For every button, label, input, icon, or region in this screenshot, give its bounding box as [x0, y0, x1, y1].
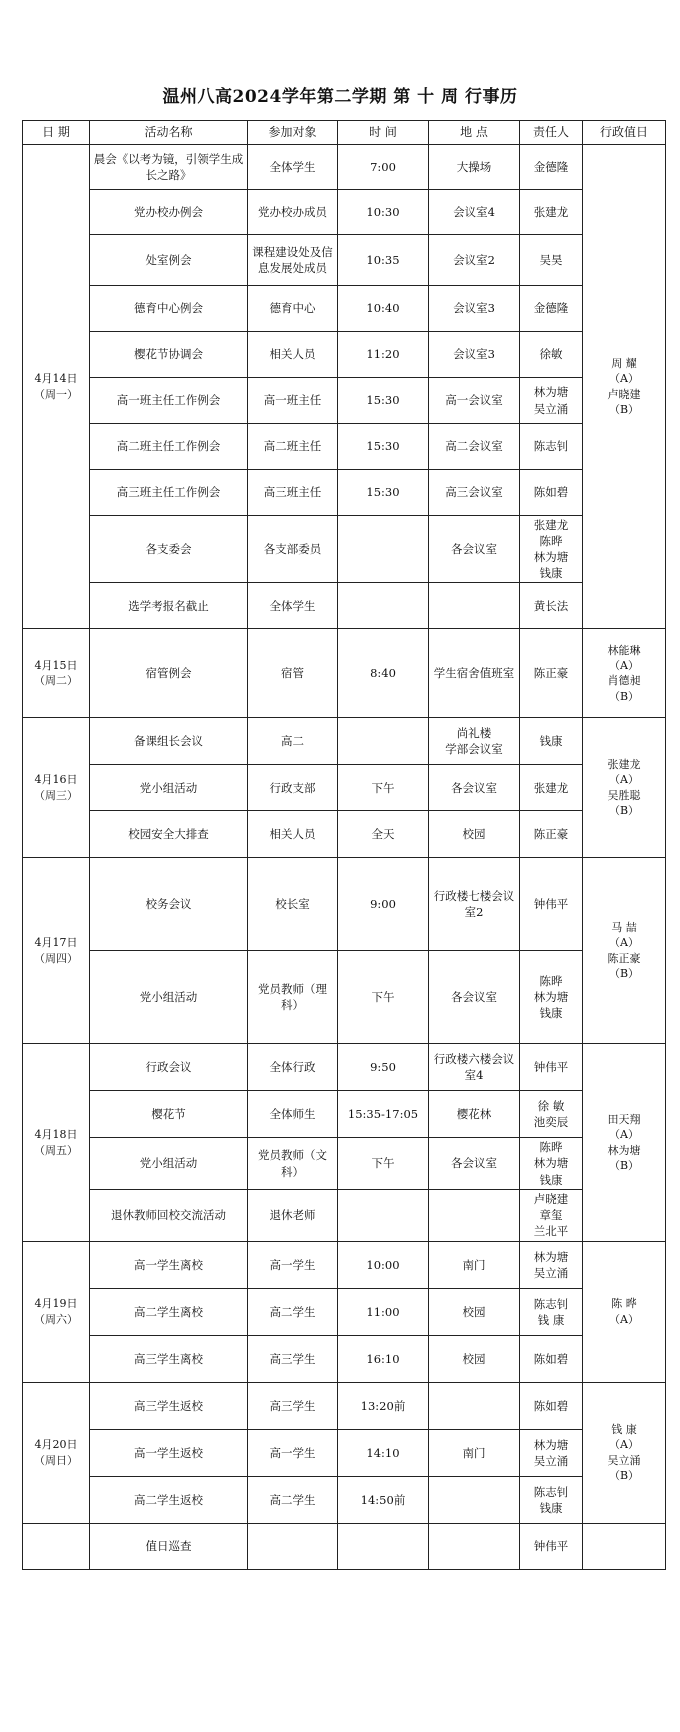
table-row [23, 858, 666, 951]
table-row [23, 765, 666, 811]
owner-cell: 陈晔 林为塘 钱康 [520, 951, 583, 1044]
duty-cell [583, 718, 666, 858]
time-cell: 14:10 [338, 1429, 429, 1476]
date-cell-empty [23, 1523, 90, 1569]
activity-cell: 校务会议 [90, 858, 248, 951]
duty-cell [583, 858, 666, 1044]
place-cell: 高三会议室 [429, 470, 520, 516]
date-cell [23, 858, 90, 1044]
date-label: 4月18日 [34, 1128, 78, 1142]
duty-line: （A） [609, 1128, 639, 1142]
activity-cell: 晨会《以考为镜，引领学生成长之路》 [90, 145, 248, 190]
time-cell: 15:30 [338, 470, 429, 516]
time-cell [338, 1189, 429, 1241]
owner-cell: 陈正豪 [520, 629, 583, 718]
duty-line: 陈正豪 [607, 951, 641, 965]
duty-cell [583, 1044, 666, 1241]
activity-cell: 高二学生离校 [90, 1288, 248, 1335]
owner-cell: 张建龙 [520, 765, 583, 811]
place-cell: 会议室4 [429, 190, 520, 235]
date-label: 4月20日 [34, 1438, 78, 1452]
table-row [23, 1044, 666, 1091]
table-row [23, 1189, 666, 1241]
date-label: 4月15日 [34, 658, 78, 672]
place-cell: 学生宿舍值班室 [429, 629, 520, 718]
duty-cell [583, 1523, 666, 1569]
date-label: 4月17日 [34, 936, 78, 950]
activity-cell: 高三班主任工作例会 [90, 470, 248, 516]
place-cell [429, 583, 520, 629]
place-cell: 各会议室 [429, 516, 520, 583]
table-row [23, 718, 666, 765]
participants-cell: 全体学生 [248, 145, 338, 190]
activity-cell: 行政会议 [90, 1044, 248, 1091]
owner-cell: 吴昊 [520, 235, 583, 286]
table-row [23, 1335, 666, 1382]
table-row [23, 1138, 666, 1189]
header-activity: 活动名称 [90, 121, 248, 145]
table-row [23, 629, 666, 718]
duty-line: 陈 晔 [611, 1297, 637, 1311]
time-cell: 16:10 [338, 1335, 429, 1382]
activity-cell: 樱花节协调会 [90, 332, 248, 378]
participants-cell: 高二 [248, 718, 338, 765]
place-cell: 高一会议室 [429, 378, 520, 424]
place-cell: 行政楼七楼会议室2 [429, 858, 520, 951]
owner-cell: 林为塘 吴立涌 [520, 1429, 583, 1476]
table-row-footer [23, 1523, 666, 1569]
activity-cell: 党小组活动 [90, 765, 248, 811]
date-label: 4月14日 [34, 372, 78, 386]
table-row [23, 1091, 666, 1138]
date-cell [23, 629, 90, 718]
time-cell [338, 516, 429, 583]
participants-cell: 党办校办成员 [248, 190, 338, 235]
table-row [23, 1476, 666, 1523]
time-cell: 10:40 [338, 286, 429, 332]
duty-line: （B） [608, 967, 640, 981]
time-cell: 15:30 [338, 424, 429, 470]
owner-cell: 陈志钊 钱 康 [520, 1288, 583, 1335]
owner-cell: 陈如碧 [520, 1382, 583, 1429]
activity-cell: 党小组活动 [90, 951, 248, 1044]
table-row [23, 235, 666, 286]
duty-line: （A） [609, 1312, 639, 1326]
owner-cell: 陈正豪 [520, 811, 583, 858]
participants-cell: 高一班主任 [248, 378, 338, 424]
participants-cell: 相关人员 [248, 811, 338, 858]
date-cell [23, 1382, 90, 1523]
participants-cell: 相关人员 [248, 332, 338, 378]
owner-cell: 张建龙 陈晔 林为塘 钱康 [520, 516, 583, 583]
place-cell: 校园 [429, 1335, 520, 1382]
duty-line: 吴立涌 [607, 1453, 641, 1467]
table-header-row [23, 121, 666, 145]
participants-cell: 全体学生 [248, 583, 338, 629]
header-duty: 行政值日 [583, 121, 666, 145]
duty-line: （B） [608, 1469, 640, 1483]
weekday-label: （周日） [34, 1453, 78, 1467]
place-cell: 各会议室 [429, 951, 520, 1044]
owner-cell: 徐 敏 池奕辰 [520, 1091, 583, 1138]
header-participants: 参加对象 [248, 121, 338, 145]
activity-cell: 高一学生离校 [90, 1241, 248, 1288]
activity-cell: 党办校办例会 [90, 190, 248, 235]
participants-cell: 行政支部 [248, 765, 338, 811]
table-row [23, 516, 666, 583]
owner-cell: 钟伟平 [520, 1523, 583, 1569]
activity-cell: 党小组活动 [90, 1138, 248, 1189]
time-cell: 7:00 [338, 145, 429, 190]
owner-cell: 徐敏 [520, 332, 583, 378]
activity-cell: 樱花节 [90, 1091, 248, 1138]
table-row [23, 470, 666, 516]
activity-cell: 校园安全大排查 [90, 811, 248, 858]
weekday-label: （周六） [34, 1312, 78, 1326]
participants-cell: 退休老师 [248, 1189, 338, 1241]
table-row [23, 1429, 666, 1476]
table-row [23, 951, 666, 1044]
duty-line: （A） [609, 773, 639, 787]
participants-cell: 高三学生 [248, 1335, 338, 1382]
duty-line: （B） [608, 1158, 640, 1172]
place-cell: 南门 [429, 1241, 520, 1288]
table-row [23, 1241, 666, 1288]
owner-cell: 林为塘 吴立涌 [520, 1241, 583, 1288]
header-time: 时 间 [338, 121, 429, 145]
activity-cell: 选学考报名截止 [90, 583, 248, 629]
owner-cell: 陈志钊 [520, 424, 583, 470]
weekday-label: （周一） [34, 387, 78, 401]
date-cell [23, 718, 90, 858]
owner-cell: 钟伟平 [520, 1044, 583, 1091]
duty-line: 林为塘 [607, 1143, 641, 1157]
time-cell [338, 718, 429, 765]
weekday-label: （周五） [34, 1143, 78, 1157]
activity-cell: 高一班主任工作例会 [90, 378, 248, 424]
owner-cell: 陈志钊 钱康 [520, 1476, 583, 1523]
time-cell: 下午 [338, 765, 429, 811]
page-title: 温州八高2024学年第二学期 第 十 周 行事历 [162, 87, 518, 107]
table-row [23, 1288, 666, 1335]
activity-cell: 宿管例会 [90, 629, 248, 718]
participants-cell: 高一学生 [248, 1429, 338, 1476]
time-cell: 15:30 [338, 378, 429, 424]
activity-cell: 德育中心例会 [90, 286, 248, 332]
duty-line: 张建龙 [607, 758, 641, 772]
owner-cell: 陈如碧 [520, 1335, 583, 1382]
activity-cell: 高二学生返校 [90, 1476, 248, 1523]
duty-line: 林能琳 [607, 643, 641, 657]
owner-cell: 卢晓建 章玺 兰北平 [520, 1189, 583, 1241]
duty-line: （A） [609, 658, 639, 672]
place-cell [429, 1382, 520, 1429]
time-cell: 下午 [338, 1138, 429, 1189]
table-row [23, 145, 666, 190]
participants-cell: 党员教师（理科） [248, 951, 338, 1044]
header-date: 日 期 [23, 121, 90, 145]
activity-cell: 各支委会 [90, 516, 248, 583]
owner-cell: 张建龙 [520, 190, 583, 235]
participants-cell: 党员教师（文科） [248, 1138, 338, 1189]
duty-line: 周 耀 [611, 356, 637, 370]
place-cell: 行政楼六楼会议室4 [429, 1044, 520, 1091]
place-cell: 校园 [429, 811, 520, 858]
place-cell: 樱花林 [429, 1091, 520, 1138]
place-cell: 大操场 [429, 145, 520, 190]
owner-cell: 金德隆 [520, 145, 583, 190]
place-cell: 各会议室 [429, 1138, 520, 1189]
time-cell: 11:00 [338, 1288, 429, 1335]
time-cell: 10:00 [338, 1241, 429, 1288]
duty-line: 马 喆 [611, 921, 637, 935]
duty-cell [583, 629, 666, 718]
duty-line: （A） [609, 372, 639, 386]
time-cell [338, 1523, 429, 1569]
participants-cell: 课程建设处及信息发展处成员 [248, 235, 338, 286]
date-label: 4月19日 [34, 1297, 78, 1311]
time-cell: 14:50前 [338, 1476, 429, 1523]
duty-line: （A） [609, 1438, 639, 1452]
owner-cell: 钱康 [520, 718, 583, 765]
duty-cell [583, 1241, 666, 1382]
table-row [23, 286, 666, 332]
duty-line: 钱 康 [611, 1422, 637, 1436]
time-cell [338, 583, 429, 629]
activity-cell: 高一学生返校 [90, 1429, 248, 1476]
activity-cell: 处室例会 [90, 235, 248, 286]
participants-cell: 高二学生 [248, 1288, 338, 1335]
owner-cell: 陈如碧 [520, 470, 583, 516]
activity-cell: 高二班主任工作例会 [90, 424, 248, 470]
duty-line: （B） [608, 403, 640, 417]
participants-cell: 全体师生 [248, 1091, 338, 1138]
header-owner: 责任人 [520, 121, 583, 145]
duty-line: （A） [609, 936, 639, 950]
table-row [23, 583, 666, 629]
place-cell: 校园 [429, 1288, 520, 1335]
place-cell [429, 1476, 520, 1523]
place-cell: 尚礼楼 学部会议室 [429, 718, 520, 765]
duty-cell [583, 1382, 666, 1523]
date-cell [23, 1241, 90, 1382]
place-cell: 会议室3 [429, 332, 520, 378]
participants-cell: 全体行政 [248, 1044, 338, 1091]
duty-line: 田天翔 [607, 1112, 641, 1126]
table-row [23, 190, 666, 235]
participants-cell: 宿管 [248, 629, 338, 718]
activity-cell: 备课组长会议 [90, 718, 248, 765]
activity-cell: 值日巡查 [90, 1523, 248, 1569]
activity-cell: 高三学生离校 [90, 1335, 248, 1382]
table-row [23, 378, 666, 424]
table-row [23, 811, 666, 858]
owner-cell: 钟伟平 [520, 858, 583, 951]
activity-cell: 退休教师回校交流活动 [90, 1189, 248, 1241]
duty-line: （B） [608, 804, 640, 818]
weekday-label: （周二） [34, 674, 78, 688]
place-cell: 高二会议室 [429, 424, 520, 470]
participants-cell: 高二班主任 [248, 424, 338, 470]
time-cell: 10:30 [338, 190, 429, 235]
time-cell: 9:50 [338, 1044, 429, 1091]
header-place: 地 点 [429, 121, 520, 145]
duty-line: 卢晓建 [607, 387, 641, 401]
participants-cell: 各支部委员 [248, 516, 338, 583]
date-label: 4月16日 [34, 773, 78, 787]
duty-line: （B） [608, 689, 640, 703]
time-cell: 8:40 [338, 629, 429, 718]
place-cell: 南门 [429, 1429, 520, 1476]
activity-cell: 高三学生返校 [90, 1382, 248, 1429]
participants-cell: 校长室 [248, 858, 338, 951]
owner-cell: 陈晔 林为塘 钱康 [520, 1138, 583, 1189]
time-cell: 11:20 [338, 332, 429, 378]
time-cell: 10:35 [338, 235, 429, 286]
duty-cell [583, 145, 666, 629]
participants-cell [248, 1523, 338, 1569]
place-cell: 会议室2 [429, 235, 520, 286]
duty-line: 肖德昶 [607, 674, 641, 688]
schedule-table [22, 120, 666, 1570]
place-cell: 会议室3 [429, 286, 520, 332]
owner-cell: 黄长法 [520, 583, 583, 629]
time-cell: 13:20前 [338, 1382, 429, 1429]
table-row [23, 424, 666, 470]
place-cell [429, 1523, 520, 1569]
table-row [23, 1382, 666, 1429]
time-cell: 全天 [338, 811, 429, 858]
participants-cell: 高二学生 [248, 1476, 338, 1523]
participants-cell: 德育中心 [248, 286, 338, 332]
weekday-label: （周四） [34, 951, 78, 965]
time-cell: 15:35-17:05 [338, 1091, 429, 1138]
date-cell [23, 1044, 90, 1241]
table-row [23, 332, 666, 378]
duty-line: 吴胜聪 [607, 788, 641, 802]
participants-cell: 高一学生 [248, 1241, 338, 1288]
date-cell [23, 145, 90, 629]
place-cell: 各会议室 [429, 765, 520, 811]
owner-cell: 林为塘 吴立涌 [520, 378, 583, 424]
weekday-label: （周三） [34, 788, 78, 802]
time-cell: 下午 [338, 951, 429, 1044]
participants-cell: 高三学生 [248, 1382, 338, 1429]
owner-cell: 金德隆 [520, 286, 583, 332]
participants-cell: 高三班主任 [248, 470, 338, 516]
time-cell: 9:00 [338, 858, 429, 951]
place-cell [429, 1189, 520, 1241]
